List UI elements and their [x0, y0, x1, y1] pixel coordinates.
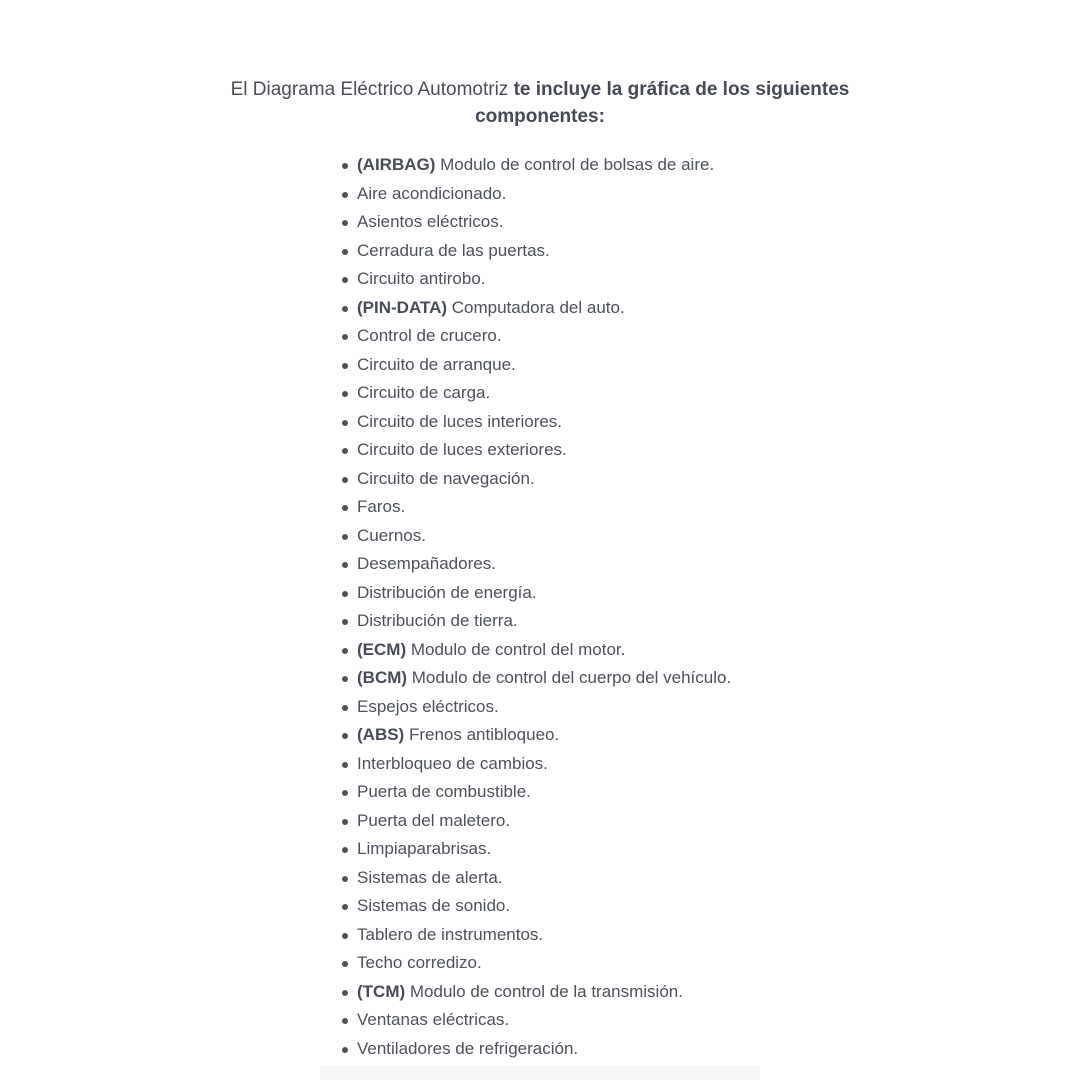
component-label: Cerradura de las puertas.	[357, 240, 550, 260]
bullet-icon	[342, 1018, 348, 1024]
list-item	[340, 522, 731, 551]
component-label: Circuito de arranque.	[357, 354, 516, 374]
component-label: Ventiladores de refrigeración.	[357, 1038, 579, 1058]
list-item	[340, 379, 731, 408]
list-item	[340, 721, 731, 750]
component-list	[340, 151, 731, 1063]
list-item	[340, 750, 731, 779]
bullet-icon	[342, 762, 348, 768]
list-item	[340, 835, 731, 864]
intro-bold-text: te incluye la gráfica de los siguientes componentes:	[475, 79, 850, 127]
list-item	[340, 607, 731, 636]
component-label: Limpiaparabrisas.	[357, 839, 492, 858]
component-label: Circuito de luces exteriores.	[357, 440, 567, 459]
component-label: Circuito de navegación.	[357, 468, 535, 488]
list-item	[340, 579, 731, 608]
bullet-icon	[342, 733, 348, 739]
intro-heading	[220, 76, 860, 130]
component-label: Sistemas de sonido.	[357, 896, 511, 915]
component-label: Distribución de tierra.	[357, 611, 518, 630]
bottom-fade-bar	[320, 1066, 760, 1080]
component-label: Computadora del auto.	[447, 297, 625, 317]
component-label: Aire acondicionado.	[357, 183, 507, 203]
list-item	[340, 807, 731, 836]
bullet-icon	[342, 192, 348, 198]
list-item	[340, 151, 731, 180]
component-label: Asientos eléctricos.	[357, 212, 504, 231]
bullet-icon	[342, 420, 348, 426]
component-label: Modulo de control de la transmisión.	[405, 981, 683, 1001]
bullet-icon	[342, 591, 348, 597]
component-label: Desempañadores.	[357, 554, 496, 573]
bullet-icon	[342, 562, 348, 568]
component-label: Espejos eléctricos.	[357, 696, 499, 716]
component-label: Modulo de control del motor.	[406, 639, 626, 659]
list-item	[340, 322, 731, 351]
bullet-icon	[342, 961, 348, 967]
component-label: Circuito de carga.	[357, 383, 491, 402]
bullet-icon	[342, 676, 348, 682]
component-label: Faros.	[357, 497, 406, 516]
intro-text: El Diagrama Eléctrico Automotriz	[230, 79, 514, 100]
component-label: Control de crucero.	[357, 326, 502, 345]
list-item	[340, 436, 731, 465]
list-item	[340, 265, 731, 294]
list-item	[340, 1035, 731, 1064]
bullet-icon	[342, 505, 348, 511]
bullet-icon	[342, 990, 348, 996]
component-code: (TCM)	[357, 981, 406, 1001]
bullet-icon	[342, 705, 348, 711]
bullet-icon	[342, 819, 348, 825]
bullet-icon	[342, 648, 348, 654]
bullet-icon	[342, 391, 348, 397]
list-item	[340, 892, 731, 921]
component-label: Tablero de instrumentos.	[357, 924, 544, 944]
bullet-icon	[342, 249, 348, 255]
component-label: Techo corredizo.	[357, 953, 482, 972]
list-item	[340, 664, 731, 693]
list-item	[340, 778, 731, 807]
bullet-icon	[342, 933, 348, 939]
component-label: Circuito de luces interiores.	[357, 411, 563, 431]
bullet-icon	[342, 904, 348, 910]
bullet-icon	[342, 277, 348, 283]
bullet-icon	[342, 1047, 348, 1053]
bullet-icon	[342, 363, 348, 369]
list-item	[340, 294, 731, 323]
list-item	[340, 693, 731, 722]
component-label: Sistemas de alerta.	[357, 867, 503, 887]
bullet-icon	[342, 847, 348, 853]
bullet-icon	[342, 790, 348, 796]
list-item	[340, 351, 731, 380]
component-code: (ABS)	[357, 725, 405, 744]
list-item	[340, 921, 731, 950]
component-code: (AIRBAG)	[357, 155, 436, 174]
bullet-icon	[342, 306, 348, 312]
component-code: (ECM)	[357, 639, 407, 659]
component-code: (PIN-DATA)	[357, 297, 448, 317]
component-code: (BCM)	[357, 668, 408, 687]
component-label: Cuernos.	[357, 525, 426, 545]
component-label: Modulo de control del cuerpo del vehículo.	[407, 668, 732, 687]
component-label: Modulo de control de bolsas de aire.	[435, 155, 715, 174]
component-label: Circuito antirobo.	[357, 269, 486, 288]
list-item	[340, 1006, 731, 1035]
component-label: Frenos antibloqueo.	[404, 725, 560, 744]
component-label: Puerta de combustible.	[357, 782, 531, 801]
bullet-icon	[342, 220, 348, 226]
bullet-icon	[342, 534, 348, 540]
component-label: Interbloqueo de cambios.	[357, 753, 548, 773]
bullet-icon	[342, 619, 348, 625]
list-item	[340, 864, 731, 893]
bullet-icon	[342, 876, 348, 882]
list-item	[340, 408, 731, 437]
bullet-icon	[342, 448, 348, 454]
component-label: Ventanas eléctricas.	[357, 1010, 510, 1029]
list-item	[340, 180, 731, 209]
component-label: Puerta del maletero.	[357, 810, 511, 830]
list-item	[340, 493, 731, 522]
component-label: Distribución de energía.	[357, 582, 537, 602]
list-item	[340, 550, 731, 579]
list-item	[340, 465, 731, 494]
list-item	[340, 978, 731, 1007]
bullet-icon	[342, 477, 348, 483]
list-item	[340, 208, 731, 237]
bullet-icon	[342, 163, 348, 169]
list-item	[340, 237, 731, 266]
list-item	[340, 949, 731, 978]
list-item	[340, 636, 731, 665]
bullet-icon	[342, 334, 348, 340]
